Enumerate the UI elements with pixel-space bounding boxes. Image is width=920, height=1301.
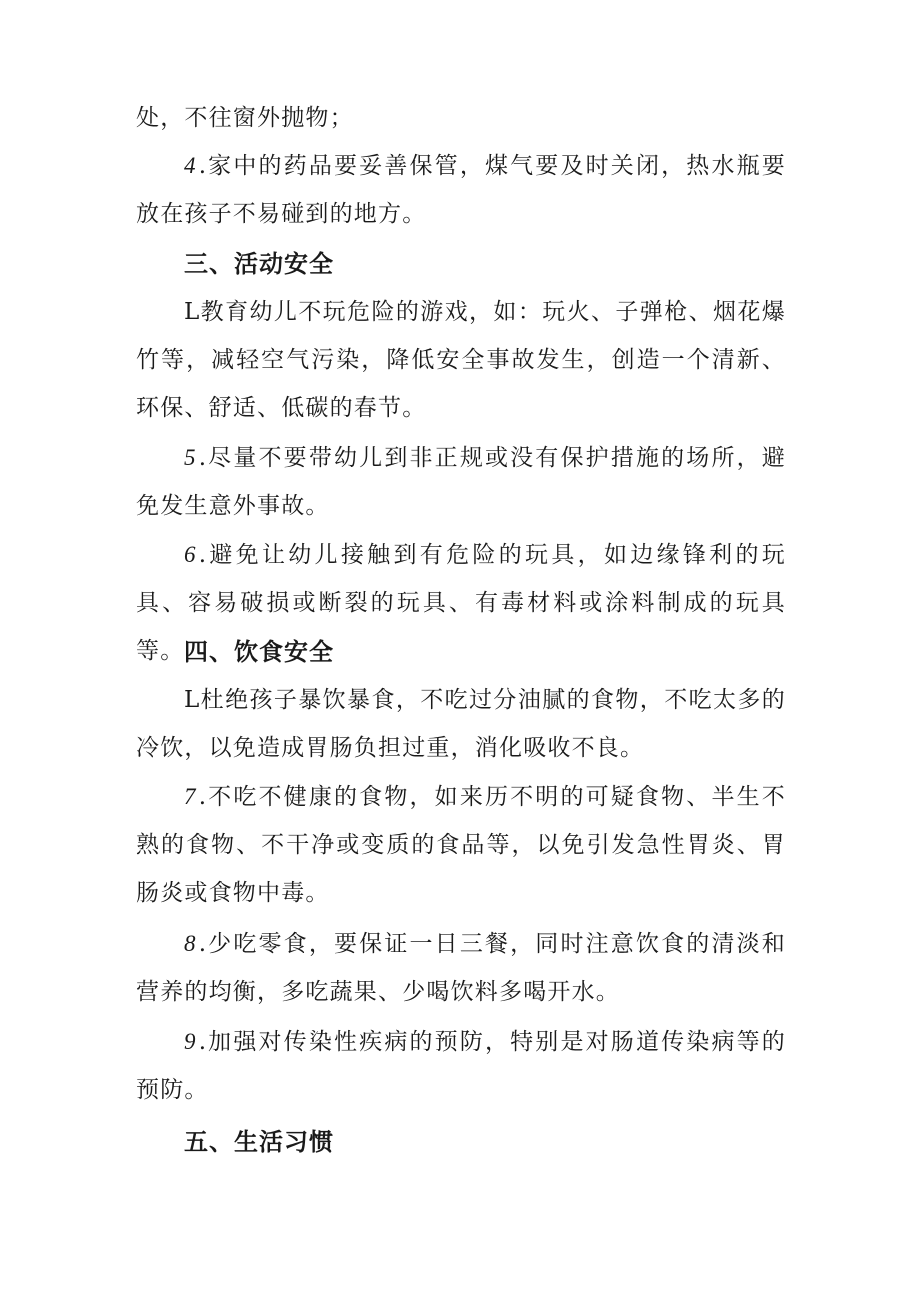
section-heading-living-habits: 五、生活习惯 — [184, 1128, 334, 1156]
item-number: 6 — [184, 542, 197, 567]
list-item-7 — [136, 773, 786, 917]
paragraph-continuation — [136, 94, 786, 142]
item-text: .家中的药品要妥善保管，煤气要及时关闭，热水瓶要放在孩子不易碰到的地方。 — [136, 153, 786, 227]
item-text: .尽量不要带幼儿到非正规或没有保护措施的场所，避免发生意外事故。 — [136, 445, 786, 519]
item-number: 9 — [184, 1029, 197, 1054]
item-number: 5 — [184, 445, 197, 470]
section-heading-activity-safety: 三、活动安全 — [184, 250, 334, 278]
item-text: .少吃零食，要保证一日三餐，同时注意饮食的清淡和营养的均衡，多吃蔬果、少喝饮料多喝开水。 — [136, 931, 786, 1005]
item-text: L教育幼儿不玩危险的游戏，如：玩火、子弹枪、烟花爆竹等，减轻空气污染，降低安全事故发生，创造一个清新、环保、舒适、低碳的春节。 — [136, 299, 786, 421]
item-number: 7 — [184, 784, 197, 809]
item-text: .避免让幼儿接触到有危险的玩具，如边缘锋利的玩具、容易破损或断裂的玩具、有毒材料或涂料制成的玩具等。 — [136, 542, 786, 664]
list-item-4 — [136, 142, 786, 238]
list-item-l1 — [136, 288, 786, 432]
item-text: .加强对传染性疾病的预防，特别是对肠道传染病等的预防。 — [136, 1029, 786, 1103]
list-item-9 — [136, 1018, 786, 1114]
paragraph-text: 处，不往窗外抛物； — [136, 105, 354, 131]
list-item-8 — [136, 920, 786, 1016]
section-heading-diet-safety: 四、饮食安全 — [184, 638, 334, 666]
list-item-l2 — [136, 676, 786, 772]
item-number: 4 — [184, 153, 197, 178]
item-text: .不吃不健康的食物，如来历不明的可疑食物、半生不熟的食物、不干净或变质的食品等，以免引发急性胃炎、胃肠炎或食物中毒。 — [136, 784, 786, 906]
list-item-5 — [136, 434, 786, 530]
item-number: 8 — [184, 931, 197, 956]
item-text: L杜绝孩子暴饮暴食，不吃过分油腻的食物，不吃太多的冷饮，以免造成胃肠负担过重，消化吸收不良。 — [136, 687, 786, 761]
